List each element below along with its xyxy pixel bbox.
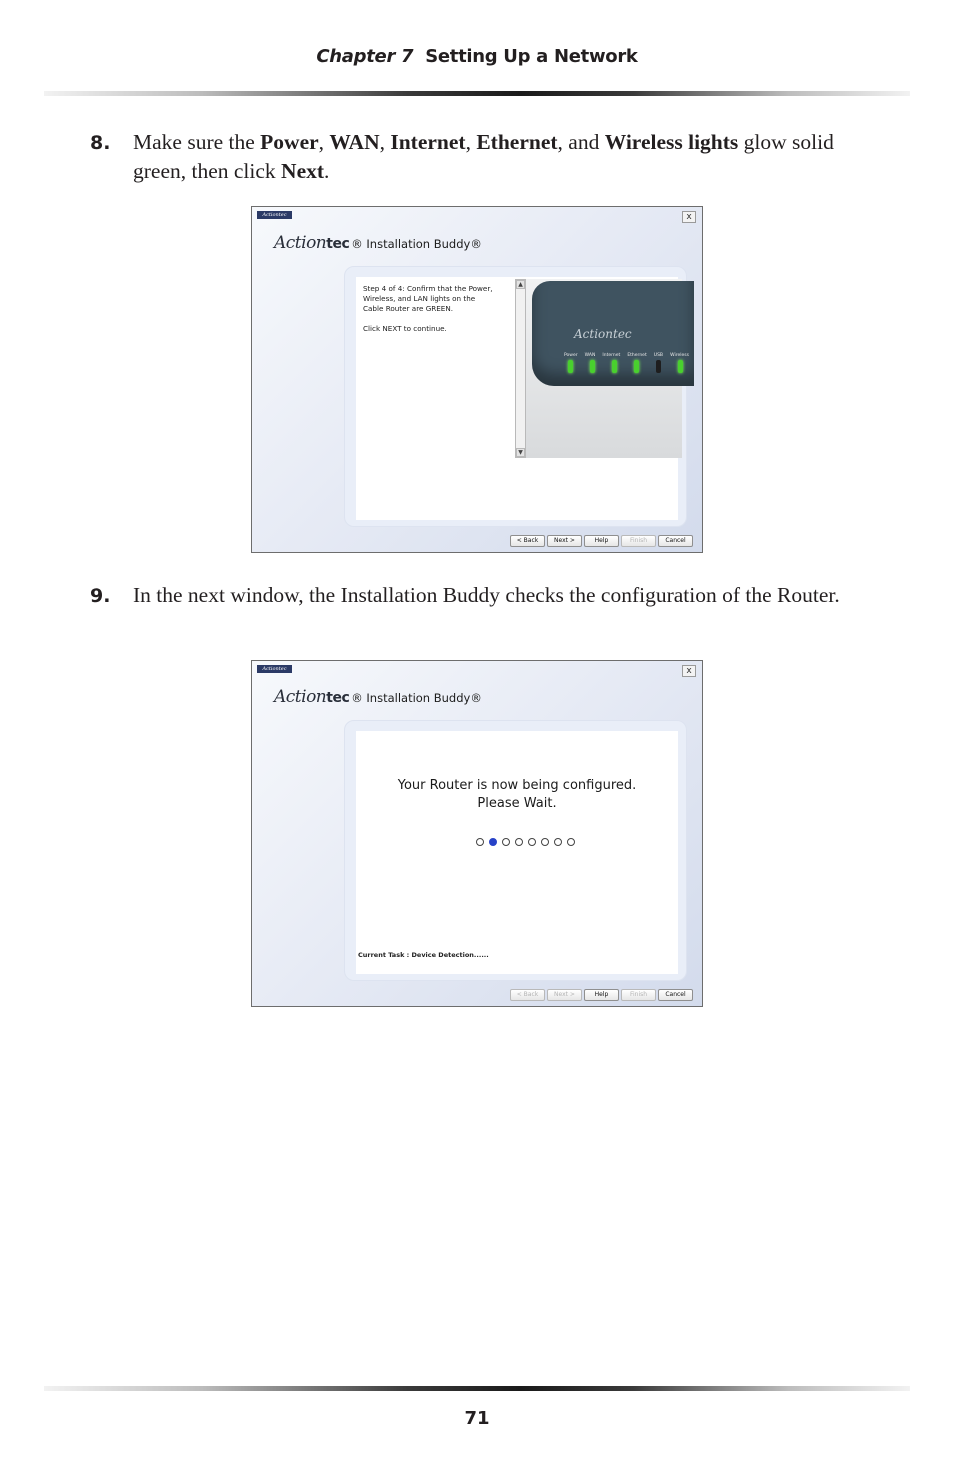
- product-name: ® Installation Buddy®: [351, 691, 482, 705]
- progress-dot-icon: [541, 838, 549, 846]
- content-panel: [344, 720, 687, 981]
- brand-header: [274, 233, 482, 261]
- progress-dot-active-icon: [489, 838, 497, 846]
- power-led-icon: [568, 360, 573, 373]
- finish-button[interactable]: Finish: [621, 535, 656, 547]
- installation-buddy-window-step4: [251, 206, 703, 553]
- product-name: ® Installation Buddy®: [351, 237, 482, 251]
- page-number: 71: [464, 1408, 490, 1429]
- text-run: Make sure the: [133, 130, 261, 154]
- step-text: [133, 581, 850, 610]
- installation-buddy-window-configuring: [251, 660, 703, 1007]
- led-label: Internet: [602, 353, 621, 358]
- bold-term: Internet: [390, 130, 466, 154]
- bold-term: Next: [281, 159, 325, 183]
- content-panel: [344, 266, 687, 527]
- led-label: WAN: [584, 353, 596, 358]
- internet-led-icon: [612, 360, 617, 373]
- instruction-text: Step 4 of 4: Confirm that the Power, Wireless, and LAN lights on the Cable Router are GREEN. Click NEXT to continue.: [363, 284, 493, 333]
- help-button[interactable]: Help: [584, 535, 619, 547]
- text-run: glow solid green, then click: [133, 130, 834, 183]
- actiontec-small-logo: Actiontec: [257, 211, 292, 219]
- ethernet-led-icon: [634, 360, 639, 373]
- help-button[interactable]: Help: [584, 989, 619, 1001]
- wizard-buttons: [510, 989, 693, 1001]
- back-button[interactable]: < Back: [510, 535, 545, 547]
- actiontec-logo: Actiontec: [274, 233, 350, 253]
- configuring-line: Your Router is now being configured.: [397, 778, 637, 793]
- text-run: .: [324, 159, 330, 183]
- scroll-down-arrow-icon[interactable]: ▼: [516, 448, 525, 457]
- current-task-status: Current Task : Device Detection......: [358, 951, 489, 959]
- bold-term: Wireless lights: [604, 130, 739, 154]
- router-leds: [566, 360, 688, 374]
- led-label: USB: [653, 353, 664, 358]
- scroll-up-arrow-icon[interactable]: ▲: [516, 280, 525, 289]
- text-run: ,: [465, 130, 477, 154]
- cancel-button[interactable]: Cancel: [658, 989, 693, 1001]
- progress-dot-icon: [567, 838, 575, 846]
- configuring-message: [356, 777, 678, 813]
- close-button[interactable]: x: [682, 665, 696, 677]
- bold-term: WAN: [329, 130, 380, 154]
- footer-rule: [44, 1386, 910, 1391]
- progress-dot-icon: [476, 838, 484, 846]
- text-run: , and: [557, 130, 605, 154]
- close-button[interactable]: x: [682, 211, 696, 223]
- wireless-led-icon: [678, 360, 683, 373]
- wizard-buttons: [510, 535, 693, 547]
- back-button[interactable]: < Back: [510, 989, 545, 1001]
- led-label: Power: [564, 353, 578, 358]
- cancel-button[interactable]: Cancel: [658, 535, 693, 547]
- step-number: 8.: [90, 132, 111, 154]
- content-area: [356, 277, 689, 520]
- router-photo: [526, 279, 689, 458]
- actiontec-logo: Actiontec: [274, 687, 350, 707]
- router-logo: Actiontec: [574, 327, 632, 341]
- next-button[interactable]: Next >: [547, 535, 582, 547]
- led-label: Wireless: [670, 353, 689, 358]
- text-run: In the next window, the Installation Buddy checks the configuration of the Router.: [133, 583, 840, 607]
- router-led-labels: [564, 353, 689, 358]
- next-button[interactable]: Next >: [547, 989, 582, 1001]
- bold-term: Power: [260, 130, 319, 154]
- led-label: Ethernet: [627, 353, 647, 358]
- please-wait-line: Please Wait.: [477, 796, 557, 811]
- progress-dot-icon: [528, 838, 536, 846]
- vertical-scrollbar[interactable]: [515, 279, 526, 458]
- step-9: [90, 581, 850, 610]
- router-image: [532, 281, 694, 386]
- step-8: [90, 128, 850, 186]
- actiontec-small-logo: Actiontec: [257, 665, 292, 673]
- text-run: ,: [379, 130, 391, 154]
- chapter-title: Setting Up a Network: [425, 46, 638, 67]
- step-number: 9.: [90, 585, 111, 607]
- text-run: ,: [318, 130, 330, 154]
- bold-term: Ethernet: [476, 130, 558, 154]
- progress-dot-icon: [554, 838, 562, 846]
- step-text: [133, 128, 850, 186]
- chapter-label: Chapter 7: [316, 46, 414, 67]
- progress-dot-icon: [502, 838, 510, 846]
- content-area: [356, 731, 678, 974]
- header-rule: [44, 91, 910, 96]
- progress-dot-icon: [515, 838, 523, 846]
- brand-header: [274, 687, 482, 715]
- usb-led-icon: [656, 360, 661, 373]
- wan-led-icon: [590, 360, 595, 373]
- chapter-header: [0, 46, 954, 67]
- finish-button[interactable]: Finish: [621, 989, 656, 1001]
